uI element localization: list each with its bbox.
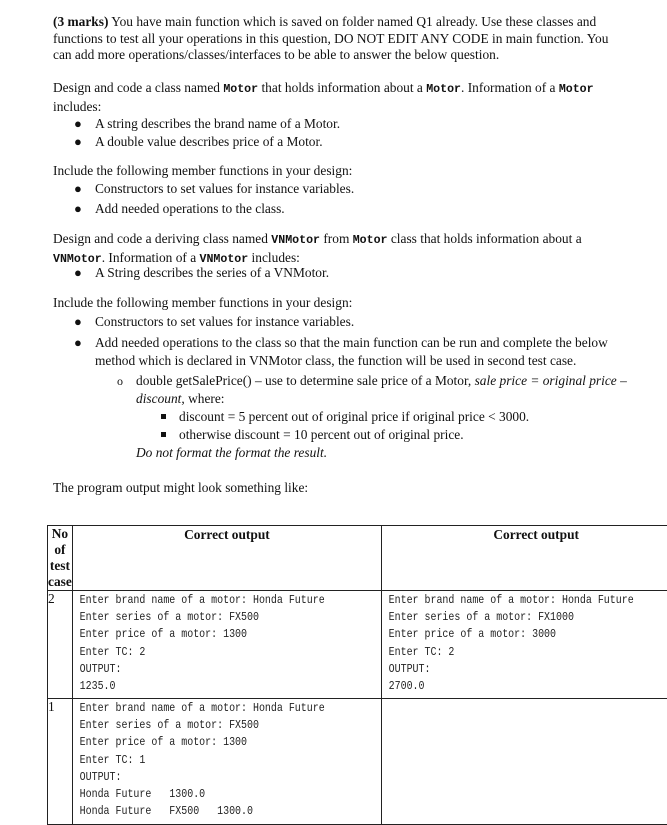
output-intro: The program output might look something like:: [53, 480, 628, 497]
list-item-text: A String describes the series of a VNMotor.: [95, 265, 329, 280]
motor-function-list: [53, 180, 628, 218]
output-cell: [72, 699, 381, 825]
note-text: Do not format the format the result.: [136, 445, 327, 460]
vnmotor-description: [53, 231, 628, 268]
bullet-icon: ●: [74, 115, 82, 133]
vn-code-3: VNMotor: [53, 253, 102, 266]
list-item: [53, 334, 628, 370]
motor-text-4: includes:: [53, 99, 101, 114]
motor-attribute-list: [53, 115, 628, 151]
bullet-icon: ●: [74, 200, 82, 218]
bullet-icon: ●: [74, 264, 82, 282]
output-cell: [72, 591, 381, 699]
motor-text-1: Design and code a class named: [53, 80, 223, 95]
list-item-text: Constructors to set values for instance variables.: [95, 181, 354, 196]
case-number: 1: [48, 699, 73, 825]
motor-text-2: that holds information about a: [258, 80, 426, 95]
console-output: [382, 699, 638, 702]
table-row: [48, 699, 667, 825]
list-item-text: A string describes the brand name of a Motor.: [95, 116, 340, 131]
header-output-2: Correct output: [382, 526, 667, 591]
console-output: Enter brand name of a motor: Honda Future Enter series of a motor: FX1000 Enter price of a motor: 3000 Enter TC: 2 OUTPUT: 2700.0: [382, 591, 638, 697]
note-item: [53, 444, 628, 462]
bullet-icon: ●: [74, 334, 82, 352]
header-output-1: Correct output: [72, 526, 381, 591]
table-header-row: [48, 526, 667, 591]
list-item-text: Add needed operations to the class.: [95, 201, 285, 216]
vnmotor-function-list: [53, 313, 628, 462]
motor-code-3: Motor: [559, 83, 594, 96]
bullet-icon: ●: [74, 180, 82, 198]
vn-code-4: VNMotor: [200, 253, 249, 266]
intro-text: You have main function which is saved on folder named Q1 already. Use these classes and functions to test all your operations in this question, DO NOT EDIT ANY CODE in main function. You can add more operations/classes/interfaces to be able to answer the below question.: [53, 14, 608, 62]
list-item: [53, 180, 628, 198]
vn-text-1: Design and code a deriving class named: [53, 231, 271, 246]
vnmotor-attribute-list: [53, 264, 628, 282]
list-item-text: Constructors to set values for instance variables.: [95, 314, 354, 329]
method-tail: , where:: [181, 391, 224, 406]
case-number: 2: [48, 591, 73, 699]
vn-code-2: Motor: [353, 234, 388, 247]
list-item: [53, 313, 628, 331]
output-cell: [382, 591, 667, 699]
motor-code-2: Motor: [426, 83, 461, 96]
square-bullet-icon: [161, 414, 166, 419]
motor-description: [53, 80, 628, 115]
marks-label: (3 marks): [53, 14, 108, 29]
square-bullet-icon: [161, 432, 166, 437]
circle-bullet-icon: o: [117, 372, 123, 390]
list-item: [53, 264, 628, 282]
method-formula: sale price = original price – discount: [136, 373, 627, 406]
vn-text-3: class that holds information about a: [388, 231, 582, 246]
vn-text-5: includes:: [248, 250, 300, 265]
method-text: double getSalePrice() – use to determine sale price of a Motor,: [136, 373, 475, 388]
vn-code-1: VNMotor: [271, 234, 320, 247]
console-output: Enter brand name of a motor: Honda Future Enter series of a motor: FX500 Enter price of a motor: 1300 Enter TC: 1 OUTPUT: Honda Future 1300.0 Honda Future FX500 1300.0: [73, 699, 329, 822]
rule-text: otherwise discount = 10 percent out of original price.: [179, 427, 464, 442]
list-item: [53, 115, 628, 133]
motor-functions-heading: Include the following member functions in your design:: [53, 163, 628, 180]
list-item-text: Add needed operations to the class so that the main function can be run and complete the below method which is declared in VNMotor class, the function will be used in second test case.: [95, 335, 608, 368]
table-row: [48, 591, 667, 699]
bullet-icon: ●: [74, 133, 82, 151]
output-cell: [382, 699, 667, 825]
vnmotor-functions-heading: Include the following member functions in your design:: [53, 295, 628, 312]
list-item: [53, 200, 628, 218]
rule-item: [53, 408, 628, 426]
rule-text: discount = 5 percent out of original price if original price < 3000.: [179, 409, 529, 424]
vn-text-2: from: [320, 231, 353, 246]
list-item-text: A double value describes price of a Motor.: [95, 134, 323, 149]
console-output: Enter brand name of a motor: Honda Future Enter series of a motor: FX500 Enter price of a motor: 1300 Enter TC: 2 OUTPUT: 1235.0: [73, 591, 329, 697]
output-table: [47, 525, 667, 825]
motor-text-3: . Information of a: [461, 80, 559, 95]
method-item: [53, 372, 628, 408]
header-case: No of test case: [48, 526, 73, 591]
motor-code-1: Motor: [223, 83, 258, 96]
intro-paragraph: [53, 14, 628, 64]
bullet-icon: ●: [74, 313, 82, 331]
list-item: [53, 133, 628, 151]
vn-text-4: . Information of a: [102, 250, 200, 265]
rule-item: [53, 426, 628, 444]
